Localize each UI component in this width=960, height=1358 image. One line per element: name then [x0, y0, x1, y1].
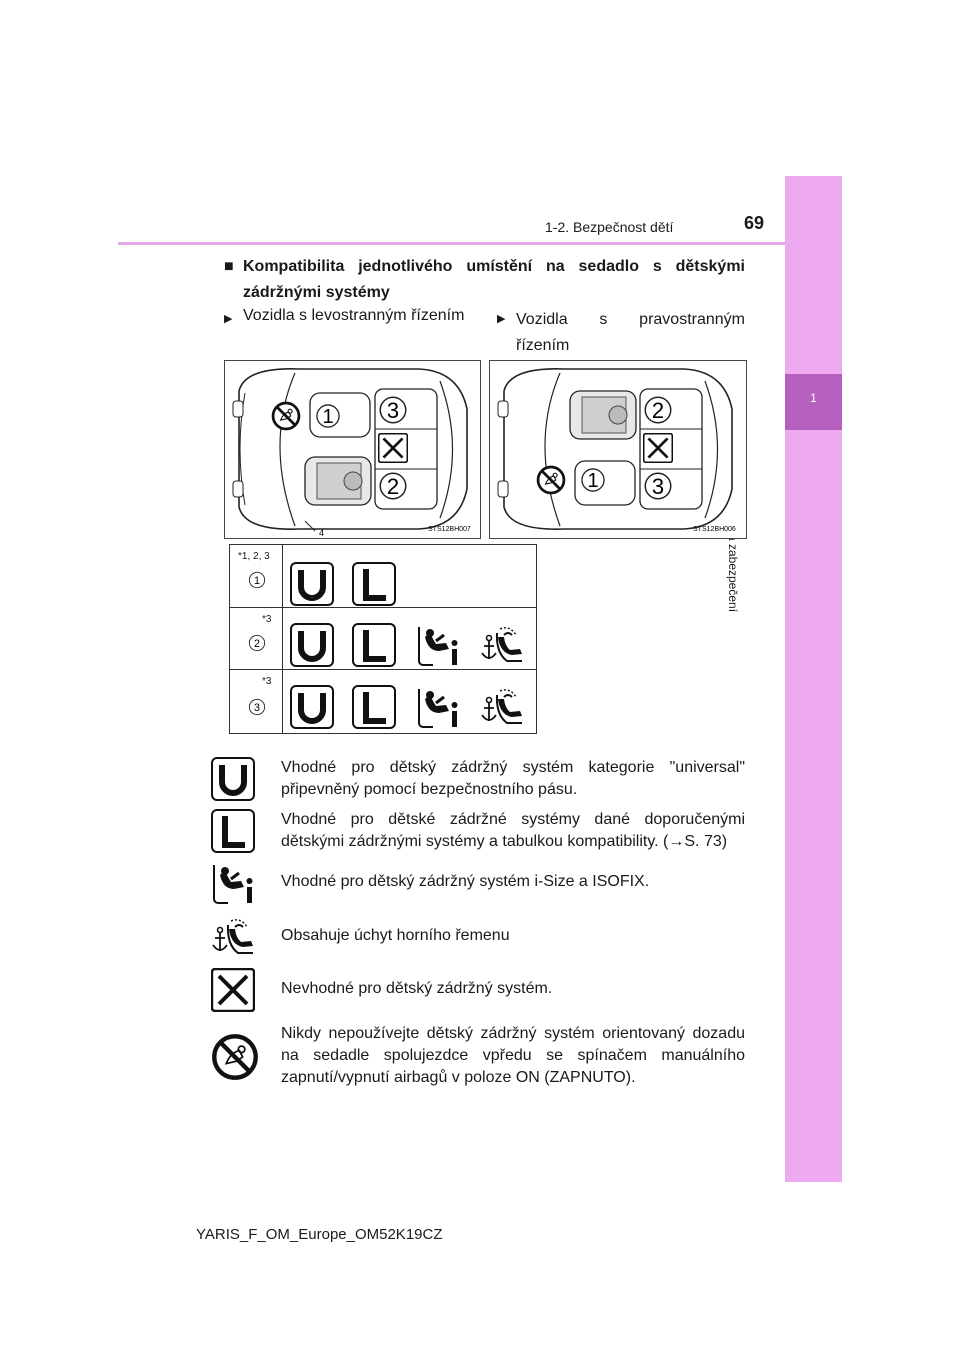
limited-icon	[352, 685, 396, 729]
car-diagram-right-hand-drive	[489, 360, 747, 539]
diagram-code-right: STS12BH006	[693, 526, 736, 533]
not-suitable-icon	[379, 434, 408, 463]
no-rear-facing-icon	[211, 1033, 259, 1081]
limited-icon	[211, 809, 255, 853]
diagram-code-left: STS12BH007	[428, 526, 471, 533]
diagram-callout-4: 4	[319, 528, 325, 538]
table-row-label	[230, 545, 283, 607]
not-suitable-icon	[211, 968, 255, 1012]
legend-not-suitable-text: Nevhodné pro dětský zádržný systém.	[281, 980, 553, 997]
car-diagram-left-hand-drive	[224, 360, 481, 539]
seat-number-1	[248, 571, 266, 589]
top-tether-anchor-icon	[480, 623, 524, 667]
diagram-seat-2: 2	[651, 398, 665, 423]
subheading-left-hand-drive: Vozidla s levostranným řízením	[243, 307, 465, 324]
table-row-label	[230, 670, 283, 733]
subheading-right-hand-drive: Vozidla s pravostranným řízením	[516, 311, 745, 354]
svg-text:3: 3	[254, 702, 260, 715]
svg-text:1: 1	[254, 575, 260, 588]
universal-icon	[211, 757, 255, 801]
header-rule	[118, 242, 785, 245]
row-note: *3	[262, 614, 272, 625]
seat-number-3	[248, 698, 266, 716]
limited-icon	[352, 623, 396, 667]
diagram-seat-1: 1	[587, 470, 599, 492]
top-tether-anchor-icon	[480, 685, 524, 729]
diagram-seat-3: 3	[651, 474, 665, 499]
compatibility-table	[229, 544, 537, 734]
isize-isofix-icon	[211, 861, 255, 905]
table-row	[230, 545, 536, 607]
legend-universal-text: Vhodné pro dětský zádržný systém kategorie "universal" připevněný pomocí bezpečnostního pásu.	[281, 759, 745, 798]
svg-text:2: 2	[254, 638, 260, 651]
section-heading: Kompatibilita jednotlivého umístění na sedadlo s dětskými zádržnými systémy	[243, 258, 745, 301]
no-rear-facing-icon	[538, 467, 564, 493]
limited-icon	[352, 562, 396, 606]
table-row	[230, 607, 536, 670]
legend-no-rear-facing-text: Nikdy nepoužívejte dětský zádržný systém orientovaný dozadu na sedadle spolujezdce vpředu se spínačem manuálního zapnutí/vypnutí airbagů v poloze ON (ZAPNUTO).	[281, 1025, 745, 1086]
universal-icon	[290, 623, 334, 667]
page-number: 69	[744, 213, 765, 233]
table-row-label	[230, 608, 283, 670]
car-top-view-left	[225, 361, 480, 538]
chapter-side-strip	[785, 176, 842, 1182]
legend-limited-text: Vhodné pro dětské zádržné systémy dané doporučenými dětskými zádržnými systémy a tabulkou kompatibility. (→S. 73)	[281, 811, 745, 850]
table-row	[230, 669, 536, 733]
car-top-view-right	[490, 361, 746, 538]
legend-anchor-text: Obsahuje úchyt horního řemenu	[281, 927, 510, 944]
diagram-seat-3: 3	[386, 398, 400, 423]
universal-icon	[290, 562, 334, 606]
diagram-seat-2: 2	[386, 474, 400, 499]
not-suitable-icon	[644, 434, 673, 463]
triangle-bullet-icon: ▶	[497, 313, 506, 325]
heading-square-icon: ■	[224, 258, 234, 275]
document-footer-code: YARIS_F_OM_Europe_OM52K19CZ	[196, 1226, 443, 1243]
top-tether-anchor-icon	[211, 915, 255, 959]
no-rear-facing-icon	[273, 403, 299, 429]
row-note: *3	[262, 676, 272, 687]
seat-number-2	[248, 634, 266, 652]
universal-icon	[290, 685, 334, 729]
triangle-bullet-icon: ▶	[224, 313, 233, 325]
section-title: 1-2. Bezpečnost dětí	[545, 219, 674, 235]
diagram-seat-1: 1	[322, 406, 334, 428]
chapter-number: 1	[810, 391, 817, 405]
legend-isofix-text: Vhodné pro dětský zádržný systém i-Size a ISOFIX.	[281, 873, 650, 890]
isize-isofix-icon	[416, 623, 460, 667]
row-note: *1, 2, 3	[238, 551, 270, 562]
isize-isofix-icon	[416, 685, 460, 729]
